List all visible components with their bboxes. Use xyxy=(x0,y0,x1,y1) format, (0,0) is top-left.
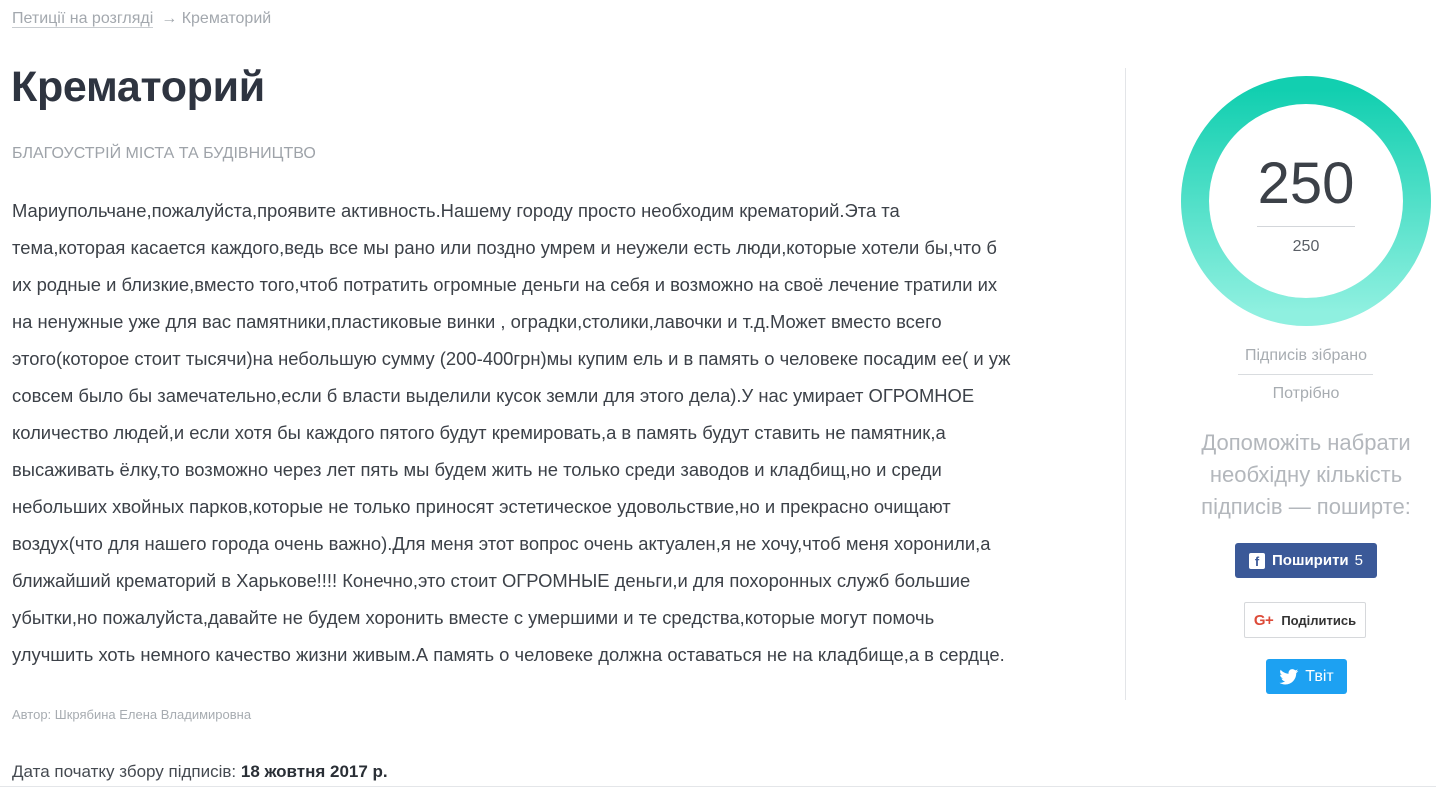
date-value: 18 жовтня 2017 р. xyxy=(240,762,388,781)
petition-author: Автор: Шкрябина Елена Владимировна xyxy=(12,707,252,722)
petition-body-line: совсем было бы замечательно,если б власти выделили кусок земли для этого дела).У нас умирает ОГРОМНОЕ xyxy=(12,385,975,406)
signature-progress-ring xyxy=(1181,76,1431,326)
google-plus-icon: G+ xyxy=(1253,611,1274,629)
petition-body-line: Мариупольчане,пожалуйста,проявите активность.Нашему городу просто необходим крематорий.Эта та xyxy=(12,200,900,221)
column-divider xyxy=(1125,68,1126,700)
date-label: Дата початку збору підписів: xyxy=(12,762,237,781)
signature-sidebar xyxy=(1176,68,1436,708)
signatures-needed-label: Потрібно xyxy=(1272,385,1340,402)
ring-divider xyxy=(1257,226,1355,227)
twitter-icon xyxy=(1279,669,1299,685)
facebook-share-label: Поширити xyxy=(1272,552,1349,569)
petition-body-line: высаживать ёлку,то возможно через лет пять мы будем жить не только среди заводов и кладбищ,но и среди xyxy=(12,459,942,480)
label-divider xyxy=(1238,374,1373,375)
signatures-needed-count: 250 xyxy=(1292,238,1320,255)
signatures-collected-label: Підписів зібрано xyxy=(1244,347,1368,364)
google-plus-share-label: Поділитись xyxy=(1281,612,1357,628)
petition-body-line: воздух(что для нашего города очень важно).Для меня этот вопрос очень актуален,я не хочу,чтоб меня хоронили,а xyxy=(12,533,991,554)
google-plus-share-button[interactable] xyxy=(1244,602,1366,638)
bottom-divider xyxy=(0,786,1436,787)
petition-body-line: улучшить хоть немного качество жизни живым.А память о человеке должна оставаться не на кладбище,а в сердце. xyxy=(12,644,1005,665)
petition-body-line: на ненужные уже для вас памятники,пластиковые винки , оградки,столики,лавочки и т.д.Может вместо всего xyxy=(12,311,942,332)
twitter-share-button[interactable] xyxy=(1266,659,1347,694)
breadcrumb-link-petitions[interactable]: Петиції на розгляді xyxy=(12,10,154,27)
facebook-share-button[interactable] xyxy=(1235,543,1377,578)
twitter-share-label: Твіт xyxy=(1305,667,1334,685)
petition-body-line: тема,которая касается каждого,ведь все мы рано или поздно умрем и неужели есть люди,которые хотели бы,что б xyxy=(12,237,997,258)
petition-body-line: этого(которое стоит тысячи)на небольшую сумму (200-400грн)мы купим ель и в память о человеке посадим ее( и уж xyxy=(12,348,1011,369)
signatures-collected-count: 250 xyxy=(1257,151,1355,216)
petition-body-line: ближайший крематорий в Харькове!!!! Конечно,это стоит ОГРОМНЫЕ деньги,и для похоронных служб большие xyxy=(12,570,971,591)
share-help-text: Допоможіть набрати необхідну кількість підписів — поширте: xyxy=(1201,430,1411,519)
facebook-share-count: 5 xyxy=(1354,552,1363,569)
breadcrumb-separator: → xyxy=(161,10,178,27)
collection-start-date xyxy=(12,762,388,782)
facebook-icon: f xyxy=(1249,553,1265,569)
petition-body-line: убытки,но пожалуйста,давайте не будем хоронить вместе с умершими и те средства,которые могут помочь xyxy=(12,607,935,628)
page-title: Крематорий xyxy=(11,63,265,111)
petition-body-line: их родные и близкие,вместо того,чтоб потратить огромные деньги на себя и возможно на своё лечение тратили их xyxy=(12,274,998,295)
petition-body-line: количество людей,и если хотя бы каждого пятого будут кремировать,а в память будут ставить не памятник,а xyxy=(12,422,946,443)
petition-body xyxy=(12,192,1112,673)
breadcrumb-current: Крематорий xyxy=(181,10,272,27)
petition-body-line: небольших хвойных парков,которые не только приносят эстетическое удовольствие,но и прекрасно очищают xyxy=(12,496,951,517)
petition-category: БЛАГОУСТРІЙ МІСТА ТА БУДІВНИЦТВО xyxy=(12,145,316,162)
breadcrumb xyxy=(12,10,271,28)
